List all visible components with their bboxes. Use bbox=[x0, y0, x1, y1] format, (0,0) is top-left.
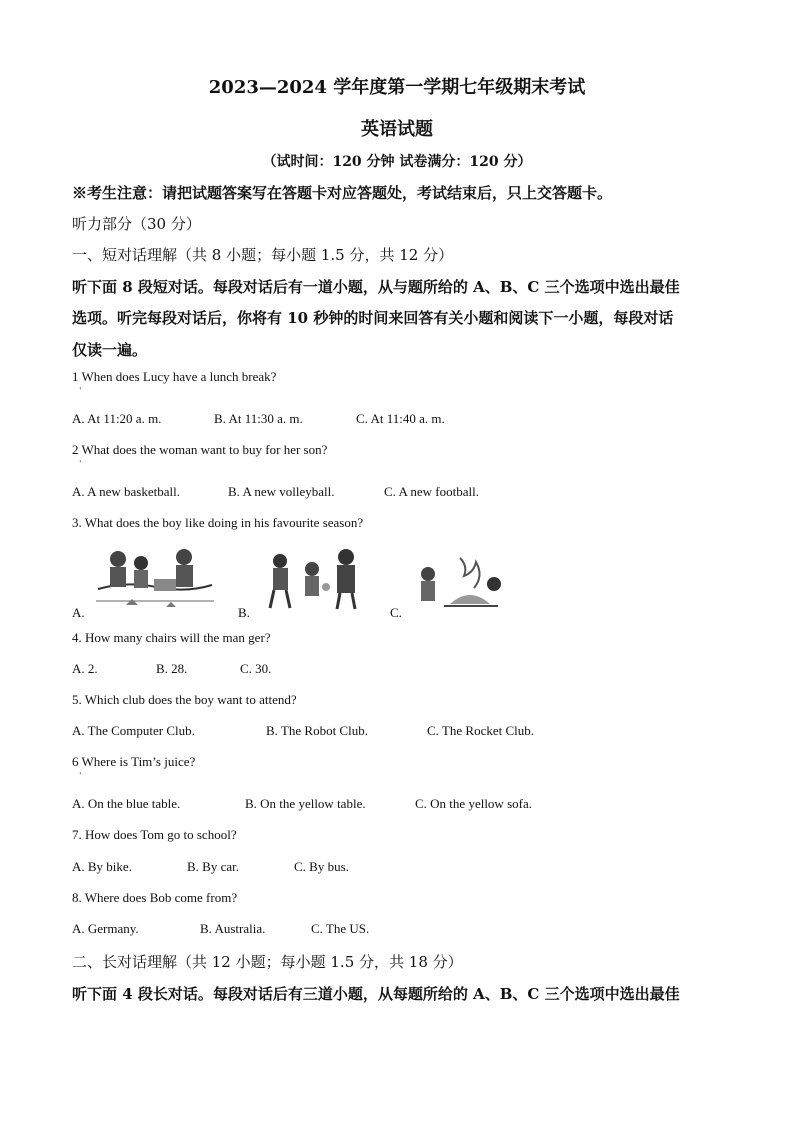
q6-option-c: C. On the yellow sofa. bbox=[415, 796, 532, 811]
q5-option-b: B. The Robot Club. bbox=[266, 723, 368, 738]
question-5: 5. Which club does the boy want to attend? bbox=[72, 692, 297, 707]
campfire-scene-picture bbox=[414, 548, 506, 612]
q4-option-c: C. 30. bbox=[240, 661, 272, 676]
question-7: 7. How does Tom go to school? bbox=[72, 827, 237, 842]
part1-instruction-line-2: 选项。听完每段对话后，你将有 10 秒钟的时间来回答有关小题和阅读下一小题，每段对话 bbox=[72, 309, 674, 327]
exam-info: （试时间：120 分钟 试卷满分：120 分） bbox=[262, 154, 532, 170]
q4-option-a: A. 2. bbox=[72, 661, 98, 676]
scan-mark: ' bbox=[79, 387, 82, 397]
question-6: 6 Where is Tim’s juice? bbox=[72, 754, 196, 769]
snow-play-scene-picture bbox=[262, 547, 366, 613]
scan-mark: ' bbox=[79, 460, 82, 470]
q3-option-c: C. bbox=[390, 605, 402, 620]
listening-heading: 听力部分（30 分） bbox=[72, 215, 201, 233]
q8-option-b: B. Australia. bbox=[200, 921, 266, 936]
picnic-scene-picture bbox=[96, 545, 214, 611]
q3-option-b: B. bbox=[238, 605, 250, 620]
q2-option-c: C. A new football. bbox=[384, 484, 479, 499]
q2-option-a: A. A new basketball. bbox=[72, 484, 180, 499]
part2-instruction-line: 听下面 4 段长对话。每段对话后有三道小题，从每题所给的 A、B、C 三个选项中选出最佳 bbox=[72, 985, 680, 1003]
question-3: 3. What does the boy like doing in his favourite season? bbox=[72, 515, 364, 530]
q6-option-a: A. On the blue table. bbox=[72, 796, 181, 811]
q5-option-c: C. The Rocket Club. bbox=[427, 723, 535, 738]
exam-title: 2023—2024 学年度第一学期七年级期末考试 bbox=[208, 77, 586, 98]
q8-option-c: C. The US. bbox=[311, 921, 370, 936]
notice: ※考生注意：请把试题答案写在答题卡对应答题处，考试结束后，只上交答题卡。 bbox=[72, 184, 613, 202]
q1-option-c: C. At 11:40 a. m. bbox=[356, 411, 445, 426]
q1-option-a: A. At 11:20 a. m. bbox=[72, 411, 162, 426]
q2-option-b: B. A new volleyball. bbox=[228, 484, 335, 499]
q5-option-a: A. The Computer Club. bbox=[72, 723, 195, 738]
scan-mark: ' bbox=[79, 772, 82, 782]
part1-heading: 一、短对话理解（共 8 小题；每小题 1.5 分，共 12 分） bbox=[72, 246, 454, 264]
q3-option-a: A. bbox=[72, 605, 85, 620]
q7-option-a: A. By bike. bbox=[72, 859, 132, 874]
part1-instruction-line-1: 听下面 8 段短对话。每段对话后有一道小题，从与题所给的 A、B、C 三个选项中选出最佳 bbox=[72, 278, 680, 296]
question-2: 2 What does the woman want to buy for her son? bbox=[72, 442, 328, 457]
question-1: 1 When does Lucy have a lunch break? bbox=[72, 369, 277, 384]
q8-option-a: A. Germany. bbox=[72, 921, 139, 936]
question-8: 8. Where does Bob come from? bbox=[72, 890, 238, 905]
part2-heading: 二、长对话理解（共 12 小题；每小题 1.5 分，共 18 分） bbox=[72, 953, 463, 971]
exam-subtitle: 英语试题 bbox=[361, 119, 433, 140]
q4-option-b: B. 28. bbox=[156, 661, 188, 676]
part1-instruction-line-3: 仅读一遍。 bbox=[72, 341, 148, 359]
q7-option-c: C. By bus. bbox=[294, 859, 349, 874]
q7-option-b: B. By car. bbox=[187, 859, 239, 874]
q6-option-b: B. On the yellow table. bbox=[245, 796, 366, 811]
q1-option-b: B. At 11:30 a. m. bbox=[214, 411, 303, 426]
question-4: 4. How many chairs will the man ger? bbox=[72, 630, 271, 645]
